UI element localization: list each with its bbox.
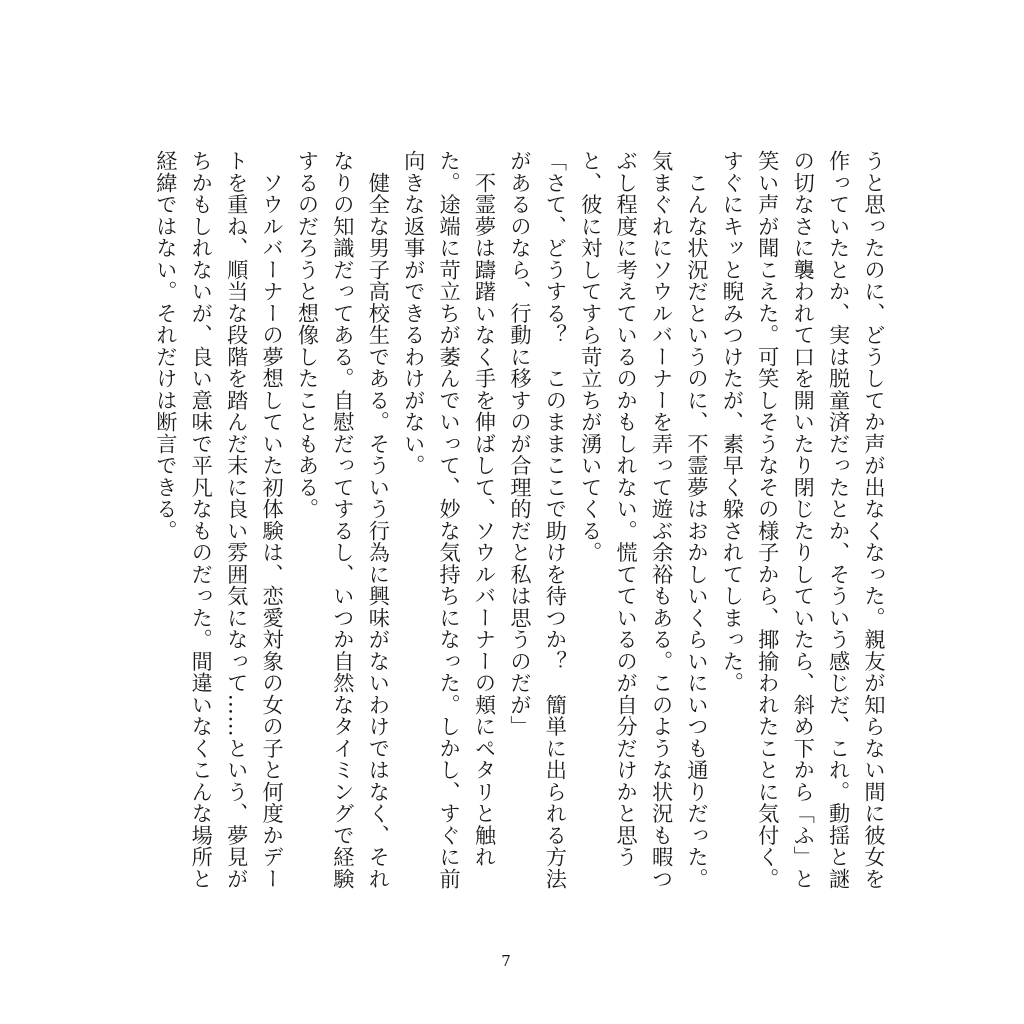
paragraph: ソウルバーナーの夢想していた初体験は、恋愛対象の女の子と何度かデートを重ね、順当な段階を踏んだ末に良い雰囲気になって……という、夢見がちかもしれないが、良い意味で平凡なものだった。間違いなくこんな場所と経緯ではない。それだけは断言できる。 [153,150,286,890]
dialogue-paragraph: 「さて、どうする？ このままここで助けを待つか？ 簡単に出られる方法があるのなら、行動に移すのが合理的だと私は思うのだが」 [507,150,569,890]
page-number: 7 [501,952,511,970]
paragraph: 不霊夢は躊躇いなく手を伸ばして、ソウルバーナーの頬にペタリと触れた。途端に苛立ちが萎んでいって、妙な気持ちになった。しかし、すぐに前向きな返事ができるわけがない。 [401,150,498,890]
paragraph: 健全な男子高校生である。そういう行為に興味がないわけではなく、それなりの知識だってある。自慰だってするし、いつか自然なタイミングで経験するのだろうと想像したこともある。 [295,150,392,890]
vertical-text-body [132,150,892,910]
paragraph: うと思ったのに、どうしてか声が出なくなった。親友が知らない間に彼女を作っていたとか、実は脱童済だったとか、そういう感じだ、これ。動揺と謎の切なさに襲われて口を開いたり閉じたりしていたら、斜め下から「ふ」と笑い声が聞こえた。可笑しそうなその様子から、揶揄われたことに気付く。すぐにキッと睨みつけたが、素早く躱されてしまった。 [720,150,887,890]
paragraph: こんな状況だというのに、不霊夢はおかしいくらいにいつも通りだった。気まぐれにソウルバーナーを弄って遊ぶ余裕もある。このような状況も暇つぶし程度に考えているのかもしれない。慌てているのが自分だけかと思うと、彼に対してすら苛立ちが湧いてくる。 [578,150,710,890]
